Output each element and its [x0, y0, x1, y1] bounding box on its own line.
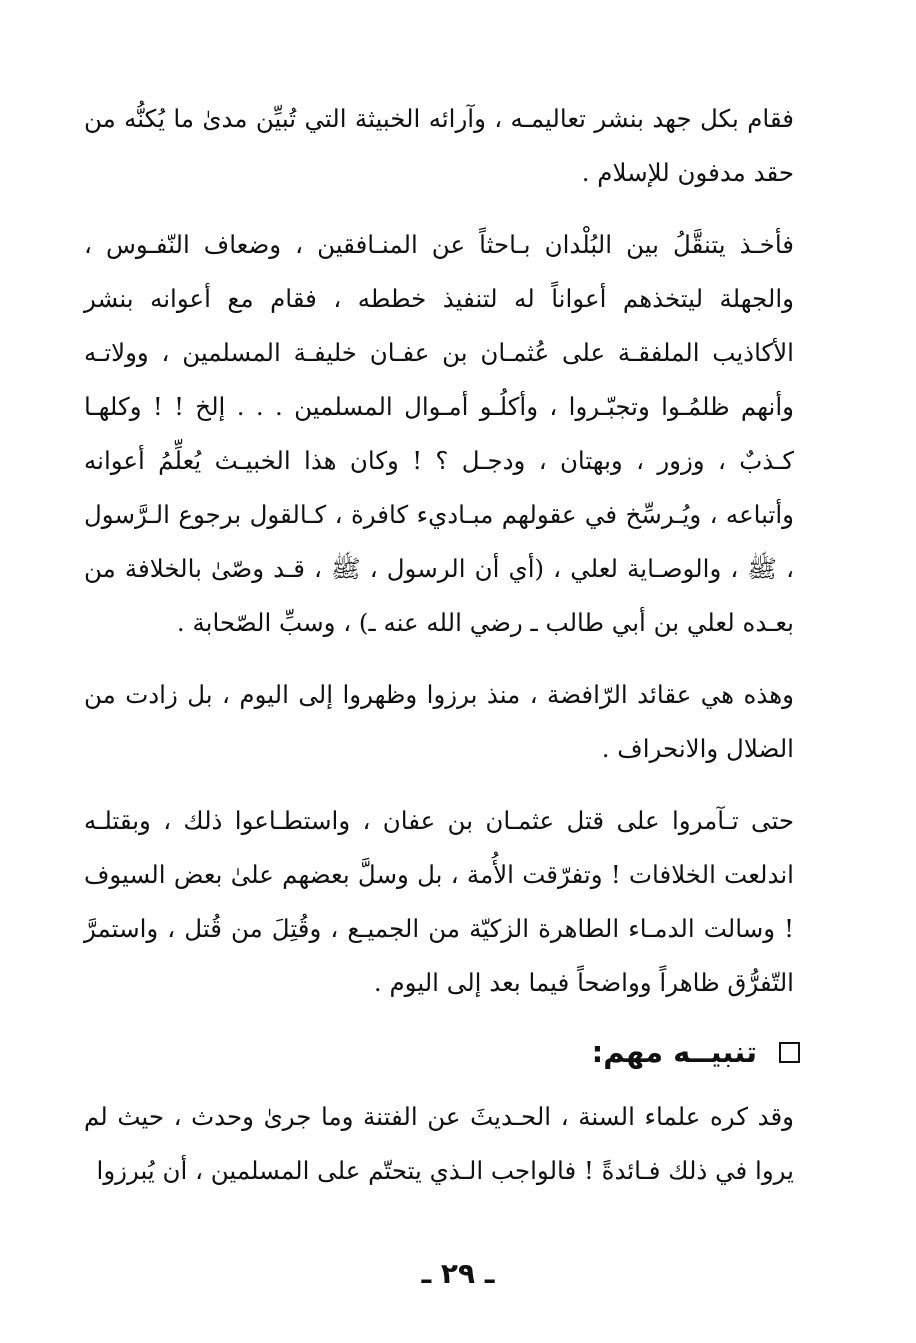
important-note-title: تنبيــه مهم:: [591, 1035, 757, 1069]
paragraph-3: وهذه هي عقائد الرّافضة ، منذ برزوا وظهروا إلى اليوم ، بل زادت من الضلال والانحراف .: [84, 680, 794, 763]
page-number: ـ ٢٩ ـ: [421, 1257, 495, 1290]
paragraph-4: حتى تـآمروا على قتل عثمـان بن عفان ، واستطـاعوا ذلك ، وبقتلـه اندلعت الخلافات ! وتفرّقت الأُمة ، بل وسلَّ بعضهم علىٰ بعض السيوف ! وسالت الدمـاء الطاهرة الزكيّة من الجميـع ، وقُتِلَ من قُتل ، واستمرَّ التّفرُّق ظاهراً وواضحاً فيما بعد إلى اليوم .: [84, 806, 794, 997]
paragraph-1: فقام بكل جهد بنشر تعاليمـه ، وآرائه الخبيثة التي تُبيِّن مدىٰ ما يُكنُّه من حقد مدفون للإسلام .: [84, 104, 794, 187]
important-note-text: وقد كره علماء السنة ، الحـديثَ عن الفتنة وما جرىٰ وحدث ، حيث لم يروا في ذلك فـائدةً ! فالواجب الـذي يتحتّم على المسلمين ، أن يُبرزوا: [84, 1102, 794, 1185]
checkbox-square-icon: [779, 1042, 800, 1063]
paragraph-2: فأخـذ يتنقَّلُ بين البُلْدان بـاحثاً عن المنـافقين ، وضعاف النّفـوس ، والجهلة ليتخذهم أعواناً له لتنفيذ خططه ، فقام مع أعوانه بنشر الأكاذيب الملفقـة على عُثمـان بن عفـان خليفـة المسلمين ، وولاتـه وأنهم ظلمُـوا وتجبّـروا ، وأكلُـو أمـوال المسلمين . . . إلخ ! ! وكلهـا كـذبٌ ، وزور ، وبهتان ، ودجـل ؟ ! وكان هذا الخبيـث يُعلِّمُ أعوانه وأتباعه ، ويُـرسِّخ في عقولهم مبـاديء كافرة ، كـالقول برجوع الـرَّسول ، ﷺ ، والوصـاية لعلي ، (أي أن الرسول ، ﷺ ، قـد وصّىٰ بالخلافة من بعـده لعلي بن أبي طالب ـ رضي الله عنه ـ) ، وسبِّ الصّحابة .: [84, 230, 794, 637]
page-body: [84, 92, 794, 1198]
important-note-heading: [84, 1024, 794, 1080]
